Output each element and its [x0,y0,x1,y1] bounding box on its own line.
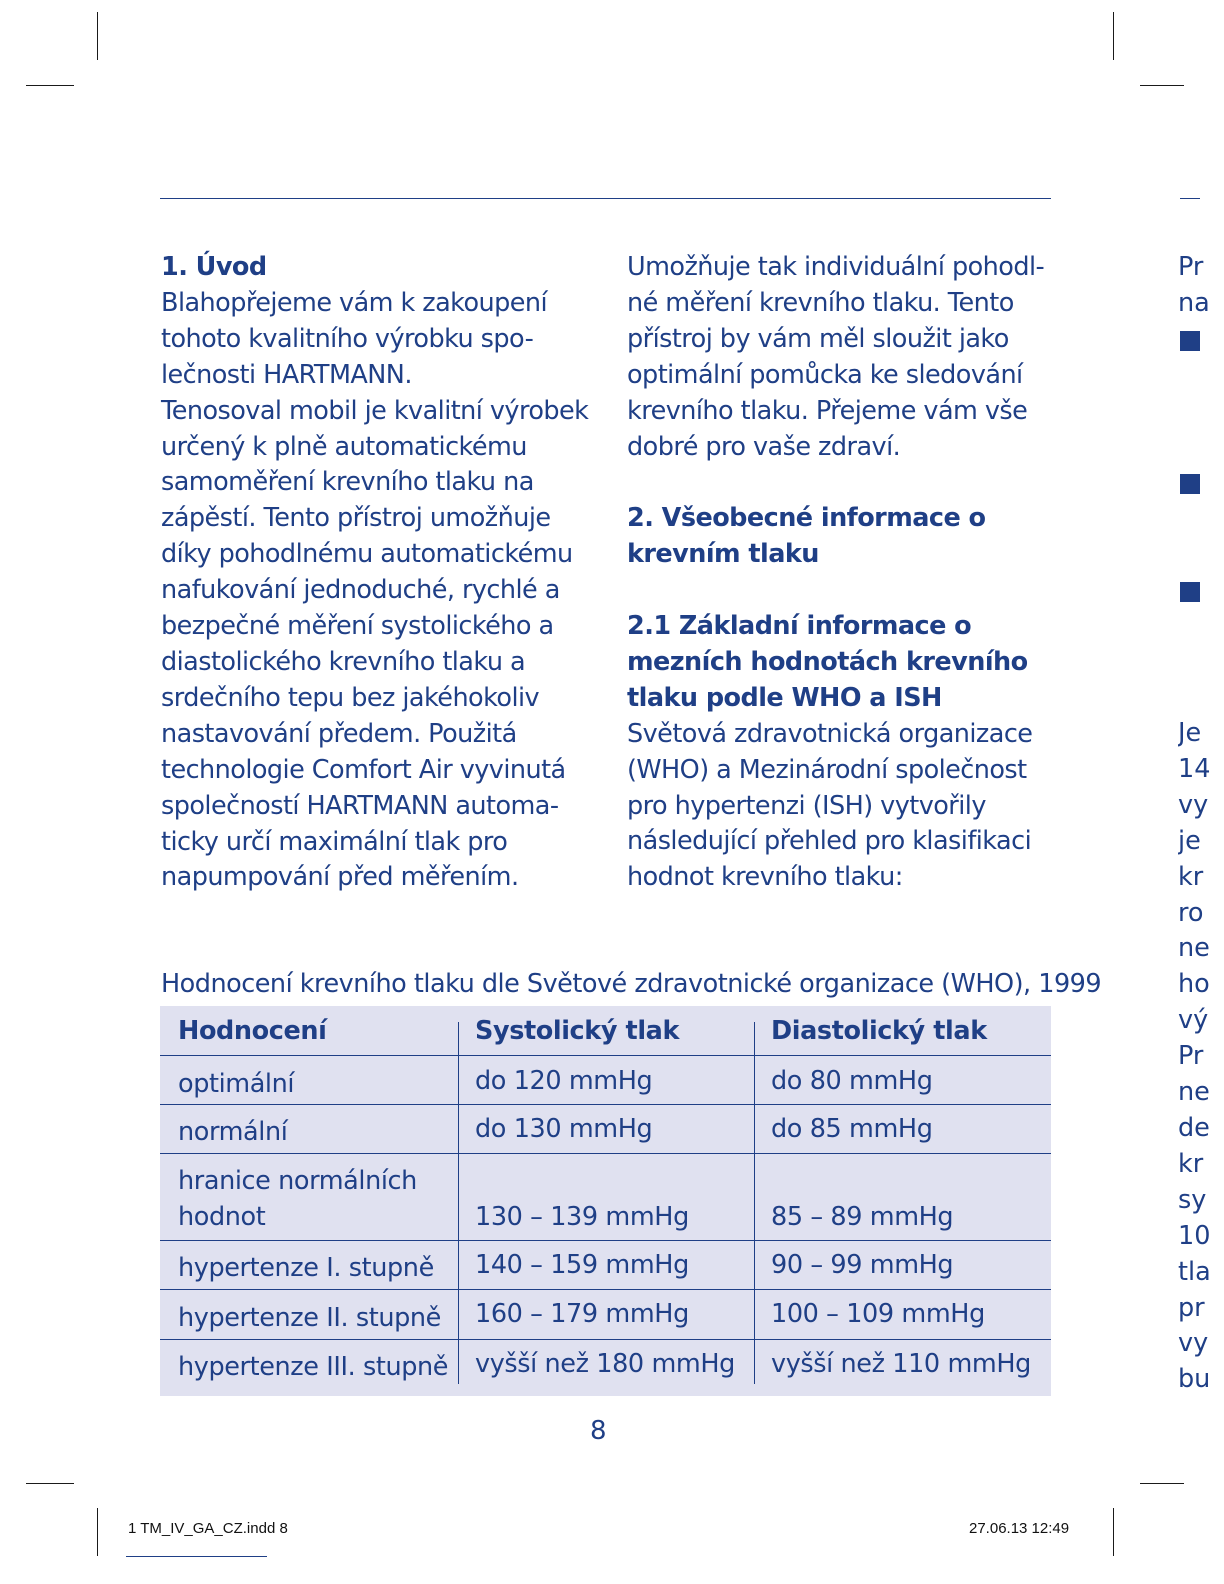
category-cell: normální [178,1117,288,1147]
slug-timestamp: 27.06.13 12:49 [969,1520,1070,1537]
category-cell: hypertenze II. stupně [178,1303,441,1333]
next-page-edge-top [1178,250,1224,322]
edge-text: Je [1178,718,1202,748]
diastolic-cell: 100 – 109 mmHg [771,1299,985,1329]
header-rule [160,198,1051,199]
edge-text: 10 [1178,1220,1211,1251]
body-line: Blahopřejeme vám k zakoupení [161,287,548,318]
table-caption: Hodnocení krevního tlaku dle Světové zdravotnické organizace (WHO), 1999 [161,969,1102,999]
diastolic-cell: 90 – 99 mmHg [771,1250,954,1280]
systolic-cell: 130 – 139 mmHg [475,1202,689,1232]
table-row [160,1241,1051,1290]
crop-mark [1113,12,1114,60]
subsection-heading: 2.1 Základní informace o [627,611,972,642]
body-line: určený k plně automatickému [161,431,527,462]
body-line: bezpečné měření systolického a [161,611,554,642]
edge-text: tla [1178,1256,1211,1287]
edge-text: pr [1178,1292,1205,1323]
edge-text: je [1178,825,1201,856]
body-line: krevního tlaku. Přejeme vám vše [627,395,1028,426]
edge-text: sy [1178,1184,1207,1215]
diastolic-cell: 85 – 89 mmHg [771,1202,954,1232]
page-number: 8 [590,1416,607,1446]
bullet-square-icon [1180,582,1200,602]
diastolic-cell: vyšší než 110 mmHg [771,1349,1031,1379]
systolic-cell: vyšší než 180 mmHg [475,1349,735,1379]
subsection-heading: mezních hodnotách krevního [627,646,1028,677]
body-line: samoměření krevního tlaku na [161,467,534,498]
table-row [160,1340,1051,1396]
body-line: pro hypertenzi (ISH) vytvořily [627,790,986,821]
crop-mark [26,85,74,86]
table-row [160,1290,1051,1340]
category-cell: hypertenze III. stupně [178,1352,449,1382]
edge-text: 14 [1178,753,1211,784]
section-general-info [627,250,1057,896]
body-line: dobré pro vaše zdraví. [627,431,901,462]
blood-pressure-table [160,1006,1051,1396]
section-intro [161,250,601,896]
crop-mark [97,12,98,60]
body-line: tohoto kvalitního výrobku spo- [161,323,534,354]
edge-text: vý [1178,1005,1209,1036]
crop-mark [1140,1483,1184,1484]
edge-text: Pr [1178,1041,1204,1072]
section-heading: 2. Všeobecné informace o [627,503,986,534]
body-line: nafukování jednoduché, rychlé a [161,575,560,606]
edge-text: vy [1178,1328,1209,1359]
body-line: napumpování před měřením. [161,862,519,893]
diastolic-cell: do 85 mmHg [771,1114,933,1144]
edge-text: kr [1178,1148,1204,1179]
body-line: následující přehled pro klasifikaci [627,826,1032,857]
body-line: srdečního tepu bez jakéhokoliv [161,682,540,713]
edge-text: kr [1178,861,1204,892]
slug-underline [126,1556,267,1557]
category-cell: hypertenze I. stupně [178,1253,434,1283]
body-line: ticky určí maximální tlak pro [161,826,508,857]
body-line: technologie Comfort Air vyvinutá [161,754,566,785]
table-row [160,1105,1051,1154]
body-line: Tenosoval mobil je kvalitní výrobek [161,395,589,426]
systolic-cell: do 130 mmHg [475,1114,653,1144]
crop-mark [97,1508,98,1556]
next-page-edge-bottom [1178,716,1224,1398]
systolic-cell: 160 – 179 mmHg [475,1299,689,1329]
edge-text: de [1178,1112,1210,1143]
bullet-square-icon [1180,331,1200,351]
next-page-rule [1180,198,1200,199]
column-header: Diastolický tlak [771,1016,987,1046]
systolic-cell: do 120 mmHg [475,1066,653,1096]
table-row [160,1056,1051,1105]
edge-text: Pr [1178,252,1204,282]
edge-text: vy [1178,789,1209,820]
category-cell: hodnot [178,1202,266,1232]
category-cell: optimální [178,1069,295,1099]
body-line: zápěstí. Tento přístroj umožňuje [161,503,551,534]
body-line: optimální pomůcka ke sledování [627,359,1023,390]
body-line: diastolického krevního tlaku a [161,646,526,677]
subsection-heading: tlaku podle WHO a ISH [627,682,942,713]
edge-text: bu [1178,1364,1211,1395]
edge-text: ho [1178,969,1210,1000]
crop-mark [26,1483,74,1484]
body-line: společností HARTMANN automa- [161,790,559,821]
edge-text: ro [1178,897,1204,928]
table-header-row [160,1006,1051,1056]
diastolic-cell: do 80 mmHg [771,1066,933,1096]
column-header: Systolický tlak [475,1016,680,1046]
body-line: né měření krevního tlaku. Tento [627,287,1014,318]
body-line: Světová zdravotnická organizace [627,718,1033,749]
crop-mark [1140,85,1184,86]
body-line: díky pohodlnému automatickému [161,539,573,570]
edge-text: ne [1178,1077,1210,1108]
slug-filename: 1 TM_IV_GA_CZ.indd 8 [128,1520,288,1537]
section-heading: krevním tlaku [627,539,819,570]
body-line: lečnosti HARTMANN. [161,359,412,390]
body-line: hodnot krevního tlaku: [627,862,903,893]
body-line: Umožňuje tak individuální pohodl- [627,252,1045,282]
body-line: přístroj by vám měl sloužit jako [627,323,1009,354]
edge-text: na [1178,287,1210,318]
body-line: nastavování předem. Použitá [161,718,517,749]
crop-mark [1113,1508,1114,1556]
bullet-square-icon [1180,474,1200,494]
edge-text: ne [1178,933,1210,964]
section-heading: 1. Úvod [161,252,267,282]
table-row [160,1154,1051,1241]
body-line: (WHO) a Mezinárodní společnost [627,754,1027,785]
category-cell: hranice normálních [178,1166,417,1196]
systolic-cell: 140 – 159 mmHg [475,1250,689,1280]
column-header: Hodnocení [178,1016,327,1046]
